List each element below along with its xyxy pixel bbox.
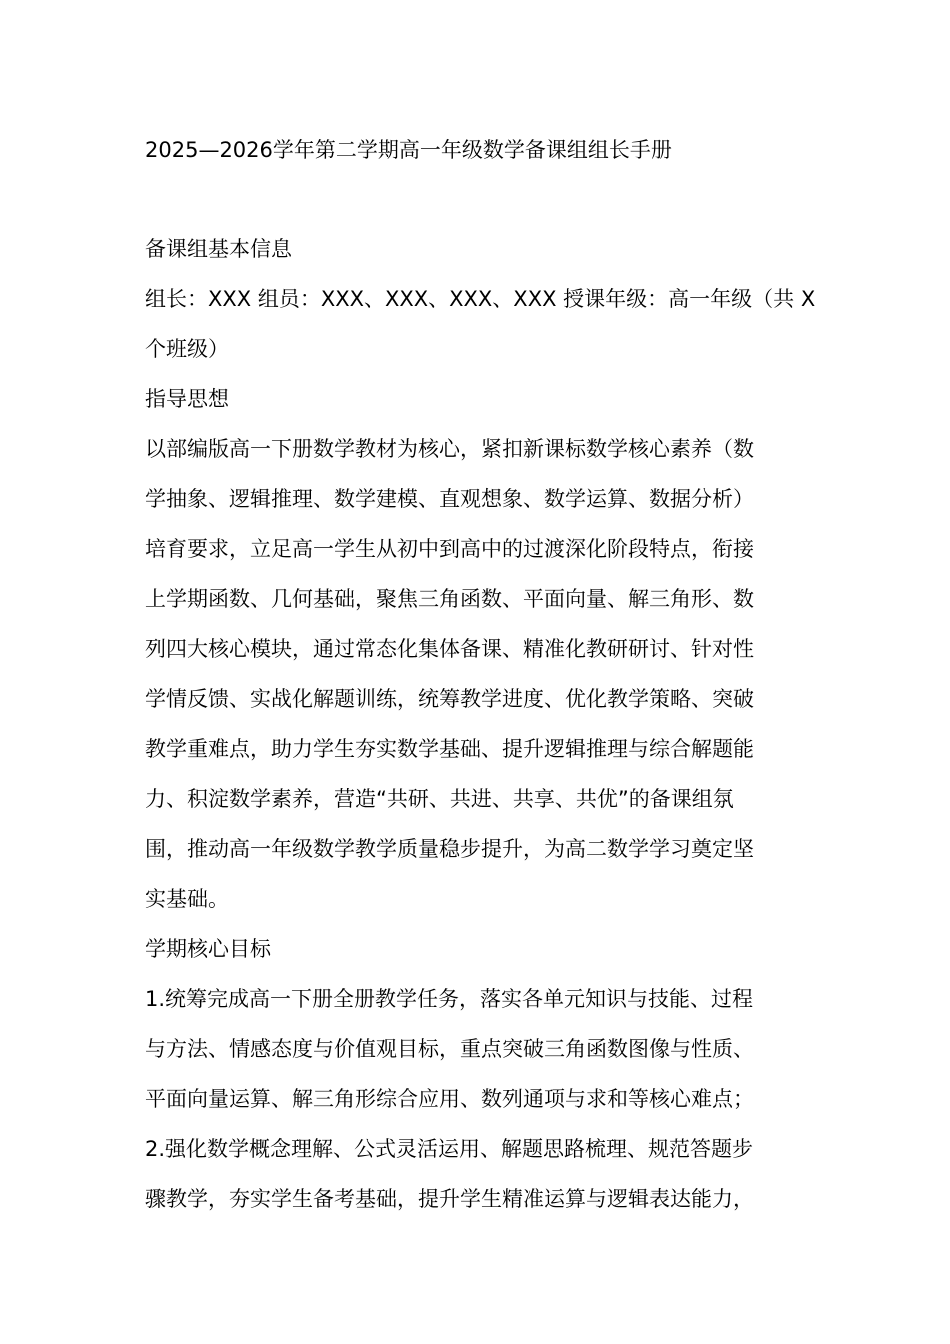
paragraph-line: 学抽象、逻辑推理、数学建模、直观想象、数学运算、数据分析） [145,487,754,511]
paragraph-line: 列四大核心模块，通过常态化集体备课、精准化教研研讨、针对性 [145,637,754,661]
paragraph-line: 培育要求，立足高一学生从初中到高中的过渡深化阶段特点，衔接 [145,537,754,561]
paragraph-line: 力、积淀数学素养，营造“共研、共进、共享、共优”的备课组氛 [145,787,734,811]
paragraph-line: 学情反馈、实战化解题训练，统筹教学进度、优化教学策略、突破 [145,687,754,711]
paragraph-line: 骤教学，夯实学生备考基础，提升学生精准运算与逻辑表达能力， [145,1187,754,1211]
paragraph-line: 个班级） [145,337,229,361]
section-heading-basic-info: 备课组基本信息 [145,237,292,261]
section-heading-core-goals: 学期核心目标 [145,937,271,961]
paragraph-line: 围，推动高一年级数学教学质量稳步提升，为高二数学学习奠定坚 [145,837,754,861]
paragraph-line: 实基础。 [145,887,229,911]
paragraph-line: 上学期函数、几何基础，聚焦三角函数、平面向量、解三角形、数 [145,587,754,611]
paragraph-line: 1.统筹完成高一下册全册教学任务，落实各单元知识与技能、过程 [145,987,754,1011]
paragraph-line: 平面向量运算、解三角形综合应用、数列通项与求和等核心难点； [145,1087,754,1111]
paragraph-line: 与方法、情感态度与价值观目标，重点突破三角函数图像与性质、 [145,1037,754,1061]
paragraph-line: 教学重难点，助力学生夯实数学基础、提升逻辑推理与综合解题能 [145,737,754,761]
paragraph-line: 组长：XXX 组员：XXX、XXX、XXX、XXX 授课年级：高一年级（共 X [145,287,816,311]
paragraph-line: 2.强化数学概念理解、公式灵活运用、解题思路梳理、规范答题步 [145,1137,754,1161]
document-body [145,229,816,1229]
document-title: 2025—2026学年第二学期高一年级数学备课组组长手册 [145,138,672,162]
section-heading-guiding-ideology: 指导思想 [145,387,229,411]
paragraph-line: 以部编版高一下册数学教材为核心，紧扣新课标数学核心素养（数 [145,437,754,461]
